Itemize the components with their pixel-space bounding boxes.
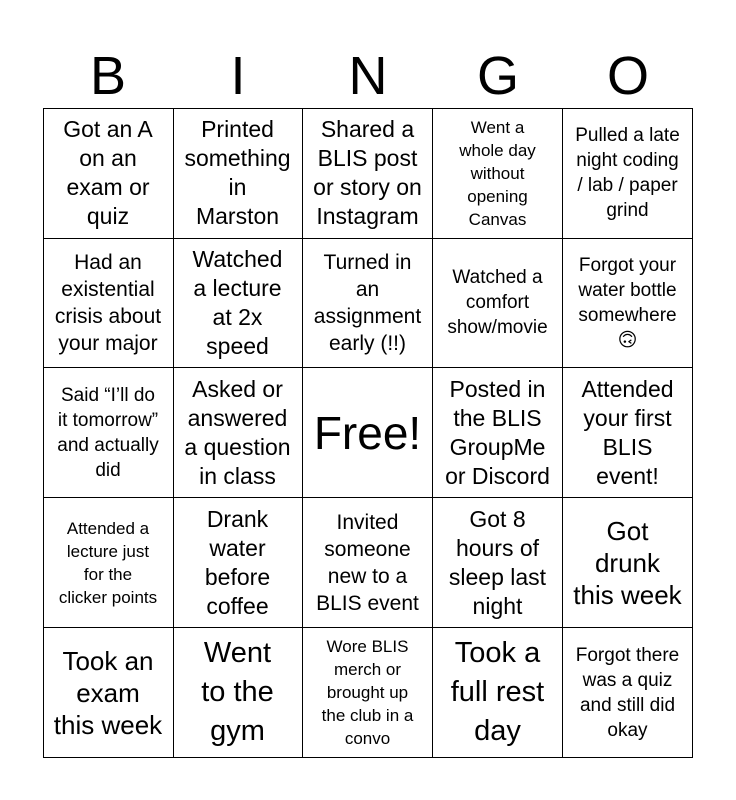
bingo-title (43, 44, 693, 108)
bingo-cell[interactable] (563, 498, 693, 628)
bingo-cell[interactable] (43, 108, 174, 239)
title-letter-g: G (476, 46, 519, 106)
bingo-cell[interactable] (563, 108, 693, 239)
bingo-cell[interactable] (173, 238, 303, 368)
bingo-cell-text: Watched a comfort show/movie (447, 267, 548, 338)
bingo-cell-text: Shared a BLIS post or story on Instagram (313, 116, 422, 229)
bingo-cell[interactable] (563, 238, 693, 368)
bingo-cell-text: Had an existential crisis about your major (54, 250, 162, 355)
bingo-cell-text: Took an exam this week (53, 645, 163, 740)
bingo-cell[interactable] (303, 628, 433, 758)
bingo-cell-text: Got an A on an exam or quiz (63, 116, 153, 229)
bingo-cell[interactable] (303, 238, 433, 368)
bingo-cell-text: Invited someone new to a BLIS event (316, 510, 419, 615)
bingo-cell-text: Wore BLIS merch or brought up the club in a convo (321, 637, 414, 748)
bingo-cell[interactable] (173, 368, 303, 498)
bingo-cell[interactable] (433, 108, 563, 239)
bingo-cell[interactable] (43, 238, 174, 368)
bingo-cell-text: Took a full rest day (450, 637, 545, 747)
bingo-cell-text: Attended your first BLIS event! (581, 375, 674, 489)
bingo-cell[interactable] (433, 368, 563, 498)
bingo-cell[interactable] (433, 498, 563, 628)
bingo-cell[interactable] (43, 368, 174, 498)
free-space-cell[interactable] (303, 368, 433, 498)
bingo-cell-text: Turned in an assignment early (!!) (313, 250, 422, 355)
bingo-cell[interactable] (43, 498, 174, 628)
bingo-cell[interactable] (43, 628, 174, 758)
bingo-cell[interactable] (433, 628, 563, 758)
bingo-cell-text: Went a whole day without opening Canvas (459, 117, 536, 229)
bingo-cell-text: Forgot there was a quiz and still did okay (575, 644, 680, 741)
bingo-cell-text: Drank water before coffee (204, 505, 271, 619)
bingo-cell[interactable] (303, 108, 433, 239)
title-letter-o: O (606, 46, 649, 106)
title-letter-n: N (348, 46, 388, 106)
bingo-cell-text: Watched a lecture at 2x speed (192, 245, 283, 359)
bingo-cell-text: Asked or answered a question in class (184, 375, 291, 489)
bingo-cell-text: Forgot your water bottle somewhere 🙃 (578, 254, 677, 351)
bingo-cell-text: Got 8 hours of sleep last night (448, 505, 547, 619)
bingo-cell[interactable] (433, 238, 563, 368)
bingo-cell[interactable] (173, 628, 303, 758)
bingo-cell[interactable] (563, 628, 693, 758)
bingo-cell-text: Posted in the BLIS GroupMe or Discord (445, 375, 550, 489)
bingo-cell-text: Attended a lecture just for the clicker points (58, 518, 158, 607)
title-letter-b: B (89, 46, 127, 106)
bingo-cell[interactable] (173, 108, 303, 239)
bingo-cell-text: Said “I’ll do it tomorrow” and actually did (57, 384, 159, 481)
bingo-cell-text: Got drunk this week (573, 515, 682, 610)
bingo-cell-text: Free! (313, 406, 422, 459)
bingo-cell[interactable] (563, 368, 693, 498)
bingo-cell[interactable] (173, 498, 303, 628)
bingo-cell[interactable] (303, 498, 433, 628)
bingo-board (43, 108, 693, 758)
bingo-cell-text: Went to the gym (201, 637, 274, 747)
bingo-cell-text: Printed something in Marston (184, 116, 291, 229)
title-letter-i: I (230, 46, 246, 106)
bingo-cell-text: Pulled a late night coding / lab / paper grind (575, 125, 680, 221)
